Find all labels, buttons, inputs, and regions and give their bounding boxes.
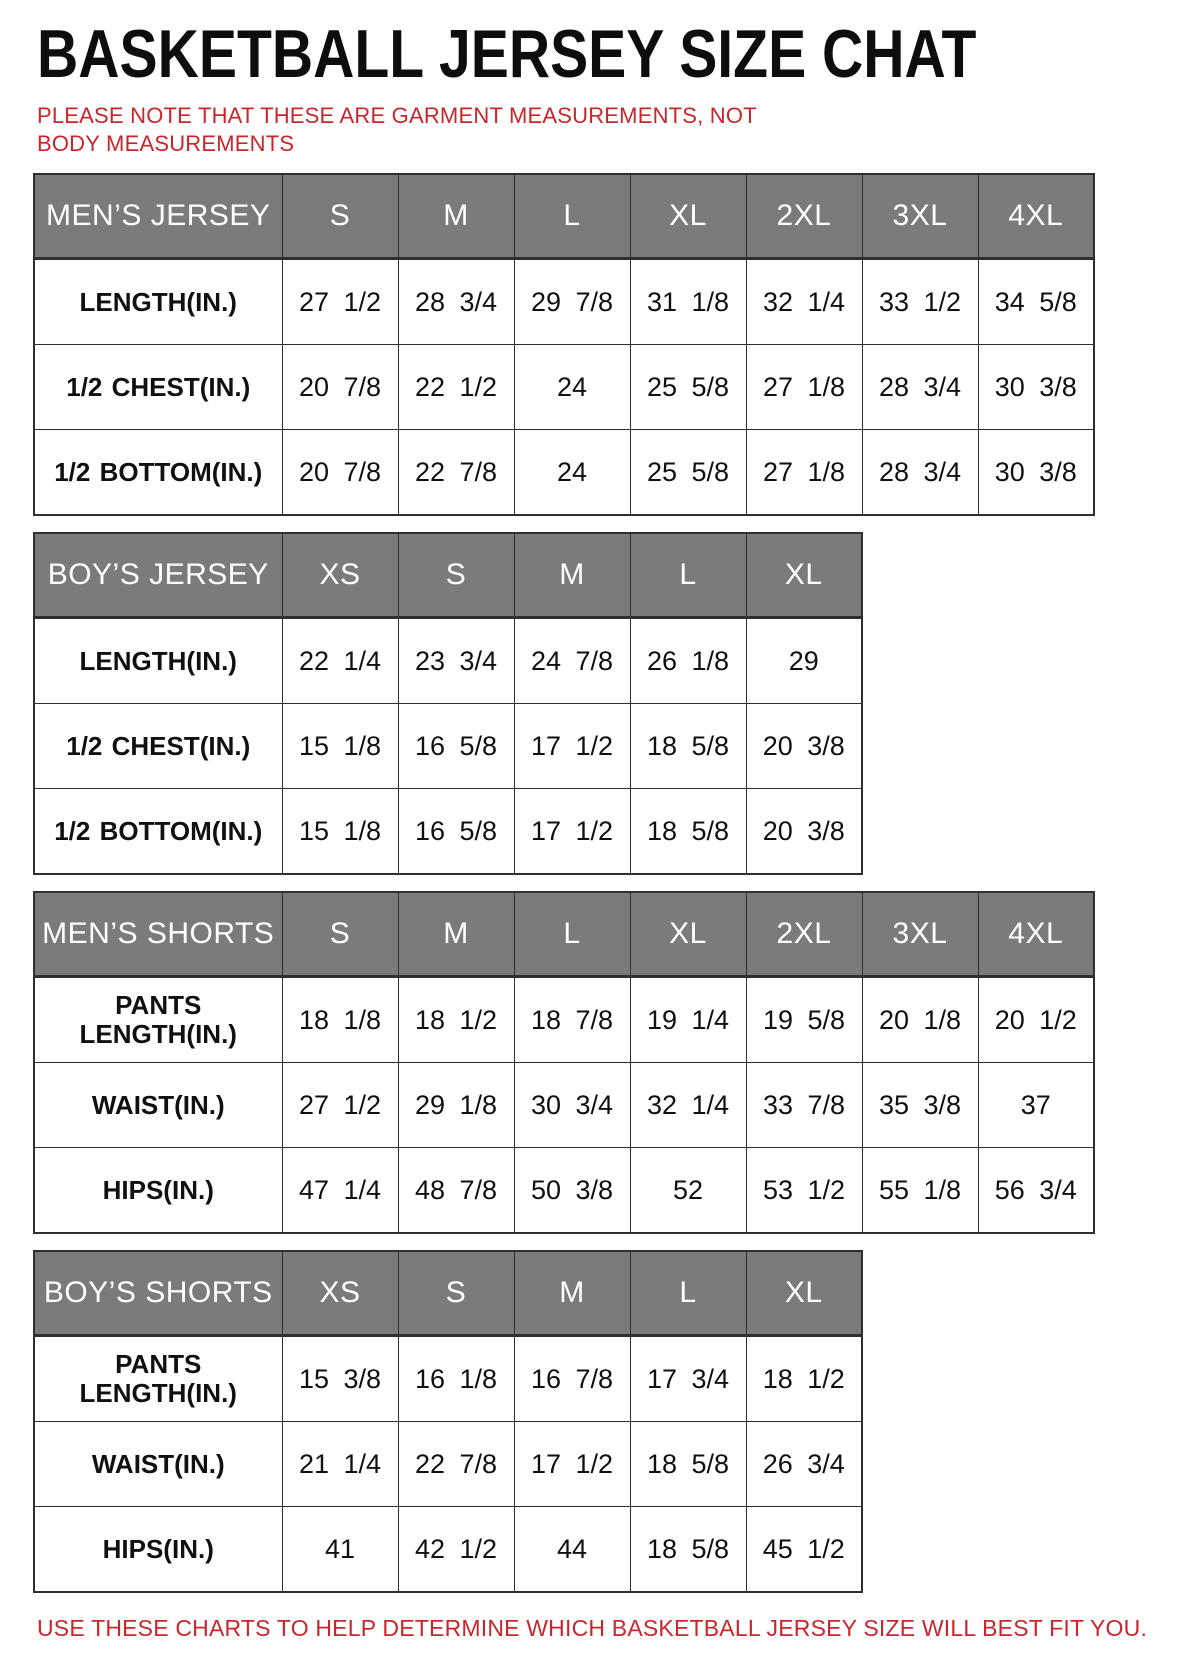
- table-row: [34, 430, 1094, 516]
- size-value-cell: 20 3/8: [746, 704, 862, 789]
- size-value-cell: 42 1/2: [398, 1507, 514, 1593]
- size-value-cell: 23 3/4: [398, 618, 514, 704]
- row-label-cell: HIPS(IN.): [34, 1148, 282, 1234]
- footer-note: USE THESE CHARTS TO HELP DETERMINE WHICH BASKETBALL JERSEY SIZE WILL BEST FIT YOU.: [37, 1615, 1148, 1641]
- table-title-cell: MEN’S SHORTS: [34, 892, 282, 977]
- size-value-cell: 30 3/8: [978, 430, 1094, 516]
- size-value-cell: 50 3/8: [514, 1148, 630, 1234]
- size-header-cell: L: [630, 533, 746, 618]
- size-value-cell: 20 1/8: [862, 977, 978, 1063]
- size-header-cell: S: [282, 892, 398, 977]
- size-header-cell: S: [398, 1251, 514, 1336]
- table-row: [34, 345, 1094, 430]
- size-value-cell: 16 1/8: [398, 1336, 514, 1422]
- size-value-cell: 19 1/4: [630, 977, 746, 1063]
- size-value-cell: 33 1/2: [862, 259, 978, 345]
- size-value-cell: 21 1/4: [282, 1422, 398, 1507]
- size-value-cell: 24: [514, 430, 630, 516]
- table-row: [34, 259, 1094, 345]
- table-header-row: [34, 174, 1094, 259]
- row-label-cell: 1/2 BOTTOM(IN.): [34, 430, 282, 516]
- size-value-cell: 16 5/8: [398, 704, 514, 789]
- size-value-cell: 25 5/8: [630, 345, 746, 430]
- size-header-cell: M: [514, 1251, 630, 1336]
- size-value-cell: 16 5/8: [398, 789, 514, 875]
- size-value-cell: 19 5/8: [746, 977, 862, 1063]
- size-header-cell: M: [398, 174, 514, 259]
- size-value-cell: 56 3/4: [978, 1148, 1094, 1234]
- size-value-cell: 37: [978, 1063, 1094, 1148]
- row-label-cell: PANTS LENGTH(IN.): [34, 977, 282, 1063]
- size-value-cell: 18 5/8: [630, 1422, 746, 1507]
- size-value-cell: 18 7/8: [514, 977, 630, 1063]
- size-value-cell: 47 1/4: [282, 1148, 398, 1234]
- size-value-cell: 26 1/8: [630, 618, 746, 704]
- table-row: [34, 1507, 862, 1593]
- size-value-cell: 22 7/8: [398, 1422, 514, 1507]
- size-value-cell: 29 1/8: [398, 1063, 514, 1148]
- size-value-cell: 28 3/4: [862, 345, 978, 430]
- size-value-cell: 20 7/8: [282, 345, 398, 430]
- size-value-cell: 30 3/8: [978, 345, 1094, 430]
- size-header-cell: 3XL: [862, 892, 978, 977]
- size-header-cell: XL: [746, 1251, 862, 1336]
- size-value-cell: 35 3/8: [862, 1063, 978, 1148]
- size-header-cell: M: [514, 533, 630, 618]
- size-value-cell: 26 3/4: [746, 1422, 862, 1507]
- table-row: [34, 1148, 1094, 1234]
- table-title-cell: BOY’S JERSEY: [34, 533, 282, 618]
- size-value-cell: 20 3/8: [746, 789, 862, 875]
- size-value-cell: 17 1/2: [514, 1422, 630, 1507]
- size-header-cell: 2XL: [746, 174, 862, 259]
- size-value-cell: 20 1/2: [978, 977, 1094, 1063]
- size-header-cell: 3XL: [862, 174, 978, 259]
- size-header-cell: M: [398, 892, 514, 977]
- garment-measurement-note: PLEASE NOTE THAT THESE ARE GARMENT MEASUREMENTS, NOT BODY MEASUREMENTS: [37, 103, 757, 156]
- size-value-cell: 18 1/2: [398, 977, 514, 1063]
- size-value-cell: 17 1/2: [514, 789, 630, 875]
- size-header-cell: L: [514, 892, 630, 977]
- size-value-cell: 32 1/4: [630, 1063, 746, 1148]
- table-row: [34, 1422, 862, 1507]
- size-value-cell: 27 1/8: [746, 430, 862, 516]
- size-header-cell: XS: [282, 533, 398, 618]
- table-row: [34, 789, 862, 875]
- size-value-cell: 30 3/4: [514, 1063, 630, 1148]
- size-value-cell: 28 3/4: [862, 430, 978, 516]
- size-header-cell: S: [398, 533, 514, 618]
- table-mens-jersey: [33, 173, 1095, 516]
- table-header-row: [34, 892, 1094, 977]
- row-label-cell: WAIST(IN.): [34, 1063, 282, 1148]
- size-value-cell: 24: [514, 345, 630, 430]
- size-value-cell: 18 5/8: [630, 704, 746, 789]
- size-value-cell: 22 1/4: [282, 618, 398, 704]
- size-value-cell: 27 1/2: [282, 1063, 398, 1148]
- row-label-cell: WAIST(IN.): [34, 1422, 282, 1507]
- size-value-cell: 55 1/8: [862, 1148, 978, 1234]
- size-value-cell: 33 7/8: [746, 1063, 862, 1148]
- size-value-cell: 31 1/8: [630, 259, 746, 345]
- size-value-cell: 24 7/8: [514, 618, 630, 704]
- size-value-cell: 25 5/8: [630, 430, 746, 516]
- size-value-cell: 34 5/8: [978, 259, 1094, 345]
- size-value-cell: 41: [282, 1507, 398, 1593]
- row-label-cell: 1/2 CHEST(IN.): [34, 345, 282, 430]
- page-title: BASKETBALL JERSEY SIZE CHAT: [37, 16, 977, 92]
- size-value-cell: 29 7/8: [514, 259, 630, 345]
- table-title-cell: BOY’S SHORTS: [34, 1251, 282, 1336]
- table-row: [34, 704, 862, 789]
- size-value-cell: 18 1/8: [282, 977, 398, 1063]
- size-value-cell: 15 1/8: [282, 704, 398, 789]
- table-row: [34, 618, 862, 704]
- row-label-cell: LENGTH(IN.): [34, 618, 282, 704]
- size-header-cell: XL: [630, 892, 746, 977]
- size-header-cell: XS: [282, 1251, 398, 1336]
- size-header-cell: L: [514, 174, 630, 259]
- row-label-cell: 1/2 BOTTOM(IN.): [34, 789, 282, 875]
- size-header-cell: 4XL: [978, 892, 1094, 977]
- size-value-cell: 18 5/8: [630, 1507, 746, 1593]
- table-row: [34, 977, 1094, 1063]
- size-value-cell: 18 1/2: [746, 1336, 862, 1422]
- table-title-cell: MEN’S JERSEY: [34, 174, 282, 259]
- table-row: [34, 1336, 862, 1422]
- size-value-cell: 15 3/8: [282, 1336, 398, 1422]
- size-value-cell: 44: [514, 1507, 630, 1593]
- size-value-cell: 22 7/8: [398, 430, 514, 516]
- row-label-cell: PANTS LENGTH(IN.): [34, 1336, 282, 1422]
- row-label-cell: 1/2 CHEST(IN.): [34, 704, 282, 789]
- size-value-cell: 29: [746, 618, 862, 704]
- size-value-cell: 28 3/4: [398, 259, 514, 345]
- table-header-row: [34, 1251, 862, 1336]
- table-row: [34, 1063, 1094, 1148]
- size-header-cell: L: [630, 1251, 746, 1336]
- size-value-cell: 20 7/8: [282, 430, 398, 516]
- size-header-cell: XL: [746, 533, 862, 618]
- size-header-cell: XL: [630, 174, 746, 259]
- row-label-cell: LENGTH(IN.): [34, 259, 282, 345]
- table-mens-shorts: [33, 891, 1095, 1234]
- size-header-cell: 4XL: [978, 174, 1094, 259]
- size-value-cell: 53 1/2: [746, 1148, 862, 1234]
- size-value-cell: 15 1/8: [282, 789, 398, 875]
- size-value-cell: 32 1/4: [746, 259, 862, 345]
- size-value-cell: 27 1/2: [282, 259, 398, 345]
- size-header-cell: S: [282, 174, 398, 259]
- size-value-cell: 17 3/4: [630, 1336, 746, 1422]
- size-value-cell: 22 1/2: [398, 345, 514, 430]
- size-value-cell: 17 1/2: [514, 704, 630, 789]
- table-header-row: [34, 533, 862, 618]
- size-value-cell: 16 7/8: [514, 1336, 630, 1422]
- size-value-cell: 45 1/2: [746, 1507, 862, 1593]
- size-value-cell: 18 5/8: [630, 789, 746, 875]
- table-boys-shorts: [33, 1250, 863, 1593]
- size-value-cell: 27 1/8: [746, 345, 862, 430]
- size-header-cell: 2XL: [746, 892, 862, 977]
- table-boys-jersey: [33, 532, 863, 875]
- row-label-cell: HIPS(IN.): [34, 1507, 282, 1593]
- size-value-cell: 48 7/8: [398, 1148, 514, 1234]
- size-value-cell: 52: [630, 1148, 746, 1234]
